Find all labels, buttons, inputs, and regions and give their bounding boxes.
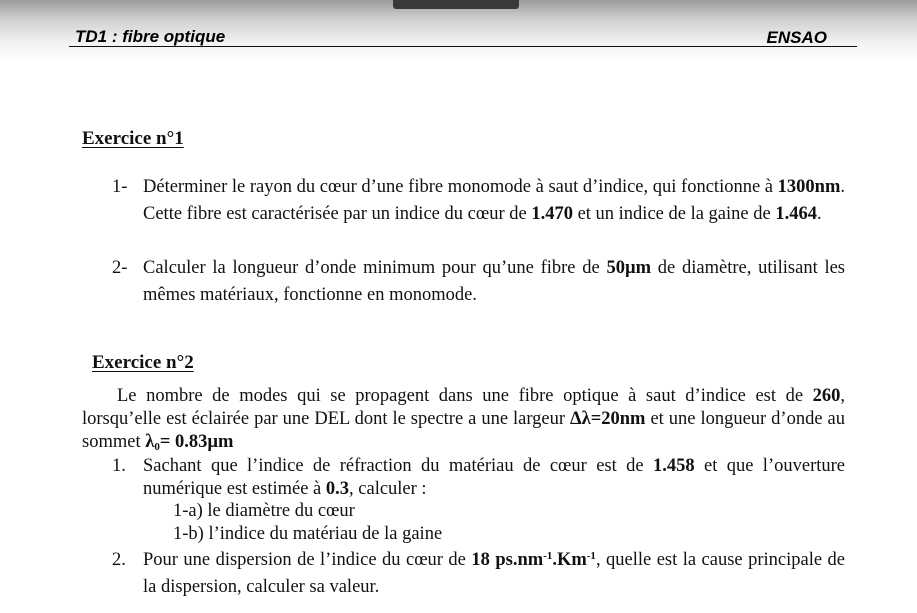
exercise-2-subquestion-1b: 1-b) l’indice du matériau de la gaine — [173, 524, 443, 544]
peak-wavelength-value — [145, 432, 233, 452]
header-course-title: TD1 : fibre optique — [75, 27, 226, 46]
question-text: , calculer : — [349, 479, 427, 499]
exercise-1-title: Exercice n°1 — [82, 128, 184, 149]
core-index-value: 1.458 — [652, 456, 695, 476]
question-text: et un indice de la gaine de — [572, 204, 776, 224]
question-text: Calculer la longueur d’onde minimum pour qu’une fibre de — [143, 258, 607, 278]
exponent: -1 — [543, 550, 553, 562]
peak-wavelength-number: = 0.83µm — [159, 432, 234, 452]
exercise-2-intro — [82, 385, 845, 454]
page-header — [69, 27, 857, 47]
viewer-tab-handle[interactable] — [393, 0, 519, 9]
dispersion-value — [471, 550, 596, 570]
question-text: Déterminer le rayon du cœur d’une fibre monomode à saut d’indice, qui fonctionne à — [143, 177, 778, 197]
question-number: 2. — [112, 550, 126, 570]
header-school-name: ENSAO — [766, 28, 827, 47]
spectral-width-value: Δλ=20nm — [570, 409, 646, 429]
exercise-1-question-2 — [112, 255, 846, 309]
lambda-symbol: λ — [145, 432, 155, 452]
wavelength-value: 1300nm — [777, 177, 841, 197]
question-text: Sachant que l’indice de réfraction du matériau de cœur est de — [143, 456, 653, 476]
exercise-2-question-1 — [112, 455, 845, 501]
lambda-subscript: 0 — [154, 441, 160, 453]
exponent: -1 — [586, 550, 596, 562]
numerical-aperture-value: 0.3 — [325, 479, 350, 499]
question-text: , quelle est la cause principale de la dispersion, calculer sa valeur. — [143, 550, 845, 597]
exercise-1-question-1 — [112, 174, 845, 228]
intro-text: et une longueur d’onde au sommet — [82, 409, 845, 452]
question-text: . — [816, 204, 822, 224]
intro-text: , lorsqu’elle est éclairée par une DEL dont le spectre a une largeur — [82, 386, 845, 429]
mode-count-value: 260 — [812, 386, 841, 406]
question-number: 1. — [112, 456, 126, 476]
question-text: et que l’ouverture numérique est estimée à — [143, 456, 845, 499]
question-text: de diamètre, utilisant les mêmes matériaux, fonctionne en monomode. — [143, 258, 846, 305]
question-text: Pour une dispersion de l’indice du cœur de — [143, 550, 472, 570]
dispersion-unit: .Km — [552, 550, 587, 570]
question-number: 2- — [112, 258, 128, 278]
core-index-value: 1.470 — [531, 204, 573, 224]
intro-text: Le nombre de modes qui se propagent dans une fibre optique à saut d’indice est de — [117, 386, 813, 406]
diameter-value: 50µm — [606, 258, 652, 278]
question-number: 1- — [112, 177, 128, 197]
question-text: . Cette fibre est caractérisée par un indice du cœur de — [143, 177, 845, 224]
dispersion-number: 18 ps.nm — [471, 550, 544, 570]
cladding-index-value: 1.464 — [775, 204, 817, 224]
exercise-2-question-2 — [112, 547, 845, 601]
exercise-2-subquestion-1a: 1-a) le diamètre du cœur — [173, 501, 355, 521]
exercise-2-title: Exercice n°2 — [92, 352, 194, 373]
